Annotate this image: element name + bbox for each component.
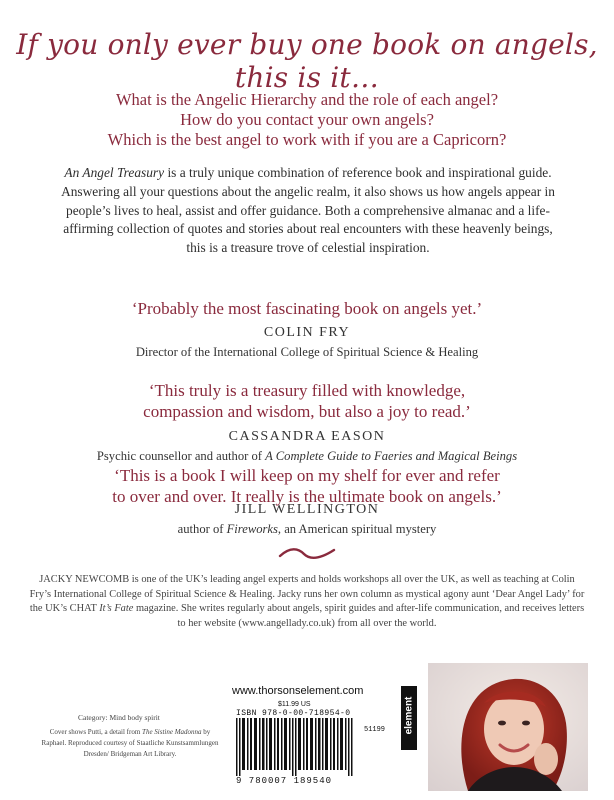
publisher-website: www.thorsonselement.com: [232, 685, 364, 697]
price-label: $11.99 US: [278, 701, 311, 708]
magazine-title: It’s Fate: [99, 603, 134, 615]
bio-text-end: magazine. She writes regularly about angels, spirit guides and after-life communication, and receives letters to her website (www.angellady.co.uk) from all over the world.: [133, 603, 585, 629]
testimonial-role-3: [0, 522, 614, 537]
testimonial-author-3: JILL WELLINGTON: [234, 502, 380, 517]
role-italic: A Complete Guide to Faeries and Magical Beings: [265, 449, 518, 463]
book-title: An Angel Treasury: [64, 165, 165, 180]
intro-text: is a truly unique combination of reference book and inspirational guide. Answering all your questions about the angelic realm, it also shows us how angels appear in people’s lives to heal, assist and offer guidance. Both a comprehensive almanac and a life-affirming collection of quotes and stories about real encounters with these heavenly beings, this is a treasure trove of celestial inspiration.: [61, 165, 555, 256]
logo-text: element: [403, 696, 415, 735]
credit-text-end: by Raphael. Reproduced courtesy of Staatliche Kunstsammlungen Dresden/ Bridgeman Art Library.: [41, 728, 219, 758]
testimonial-quote-1: ‘Probably the most fascinating book on angels yet.’: [131, 299, 483, 318]
testimonial-quote-3: [0, 465, 614, 507]
questions-block: [0, 90, 614, 150]
testimonial-role-2: [0, 449, 614, 464]
barcode-bars: [236, 718, 360, 776]
author-bio: [28, 573, 586, 631]
element-logo: [401, 686, 417, 750]
testimonial-quote-2: [0, 380, 614, 422]
flourish-ornament: [278, 545, 336, 561]
role-italic: Fireworks: [226, 522, 278, 536]
testimonial-author-1: COLIN FRY: [263, 325, 351, 340]
painting-title: The Sistine Madonna: [142, 728, 202, 736]
isbn-label: ISBN 978-0-00-718954-0: [236, 709, 351, 718]
author-photo: [428, 663, 588, 791]
question-2: How do you contact your own angels?: [180, 110, 434, 129]
author-portrait-image: [428, 663, 588, 791]
price-code: 51199: [364, 726, 386, 734]
role-text-after: , an American spiritual mystery: [277, 522, 437, 536]
cover-credit: [40, 727, 220, 760]
testimonial-author-2: CASSANDRA EASON: [228, 429, 386, 444]
category-label: Category: Mind body spirit: [78, 713, 160, 722]
quote-line: ‘This truly is a treasury filled with knowledge,: [148, 381, 466, 400]
role-text: Director of the International College of Spiritual Science & Healing: [135, 345, 479, 359]
credit-text: Cover shows Putti, a detail from: [49, 728, 143, 736]
quote-line: ‘This is a book I will keep on my shelf for ever and refer: [114, 466, 500, 485]
bio-text: JACKY NEWCOMB is one of the UK’s leading angel experts and holds workshops all over the UK, as well as teaching at Colin Fry’s International College of Spiritual Science & Healing. Jacky runs her own column as mystical agony aunt ‘Dear Angel Lady’ for the UK’s CHAT: [29, 574, 585, 615]
tagline: If you only ever buy one book on angels, this is it…: [16, 28, 598, 94]
barcode-number: 9 780007 189540: [236, 776, 333, 786]
intro-paragraph: [52, 164, 564, 258]
question-3: Which is the best angel to work with if you are a Capricorn?: [107, 130, 507, 149]
role-text: Psychic counsellor and author of: [96, 449, 266, 463]
testimonial-role-1: [0, 345, 614, 360]
question-1: What is the Angelic Hierarchy and the role of each angel?: [115, 90, 499, 109]
role-text: author of: [177, 522, 227, 536]
quote-line: to over and over. It really is the ultimate book on angels.’: [112, 487, 502, 506]
quote-line: compassion and wisdom, but also a joy to read.’: [143, 402, 471, 421]
